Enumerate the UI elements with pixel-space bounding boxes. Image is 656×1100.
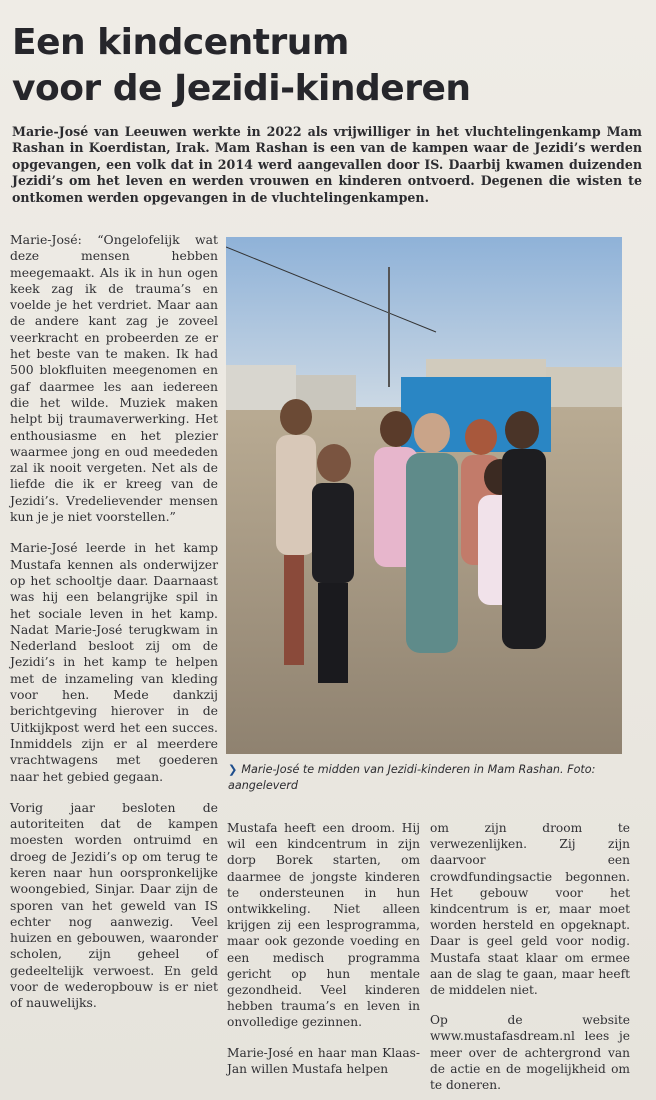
paragraph: om zijn droom te verwezenlijken. Zij zijn daarvoor een crowdfundingsactie begonnen. Het gebouw voor het kindcentrum is er, maar moet worden hersteld en opgeknapt. Daar is geel geld voor nodig. Mustafa staat klaar om ermee aan de slag te gaan, maar heeft de middelen niet. [430,821,630,998]
paragraph: Marie-José leerde in het kamp Mustafa kennen als onderwijzer op het schooltje daar. Daarnaast was hij een belangrijke spil in het sociale leven in het kamp. Nadat Marie-José terugkwam in Nederland besloot zij om de Jezidi’s in het kamp te helpen met de inzameling van kleding voor hen. Mede dankzij berichtgeving hierover in de Uitkijkpost werd het een succes. Inmiddels zijn er al meerdere vrachtwagens met goederen naar het gebied gegaan. [10,540,218,784]
column-1 [10,232,218,1027]
column-3 [430,820,630,1100]
article-headline [12,20,642,112]
column-2 [227,820,420,1091]
headline-line-1: Een kindcentrum [12,22,349,63]
caption-arrow-icon: ❯ [228,763,238,776]
paragraph: Mustafa heeft een droom. Hij wil een kindcentrum in zijn dorp Borek starten, om daarmee de jongste kinderen te ondersteunen in hun ontwikkeling. Niet alleen krijgen zij een lesprogramma, maar ook gezonde voeding en een medisch programma gericht op hun mentale gezondheid. Veel kinderen hebben trauma’s en leven in onvolledige gezinnen. [227,821,420,1030]
paragraph: Op de website www.mustafasdream.nl lees je meer over de achtergrond van de actie en de mogelijkheid om te doneren. [430,1013,630,1093]
paragraph: Marie-José en haar man Klaas-Jan willen Mustafa helpen [227,1045,420,1076]
photo-caption [228,762,628,794]
paragraph: Vorig jaar besloten de autoriteiten dat de kampen moesten worden ontruimd en droeg de Jezidi’s op om terug te keren naar hun oorspronkelijke woongebied, Sinjar. Daar zijn de sporen van het geweld van IS echter nog aanwezig. Veel huizen en gebouwen, waaronder scholen, zijn geheel of gedeeltelijk verwoest. En geld voor de wederopbouw is er niet of nauwelijks. [10,799,218,1011]
article-photo [226,237,622,754]
caption-text: Marie-José te midden van Jezidi-kinderen in Mam Rashan. Foto: aangeleverd [228,763,596,792]
article-lead: Marie-José van Leeuwen werkte in 2022 als vrijwilliger in het vluchtelingenkamp Mam Rashan in Koerdistan, Irak. Mam Rashan is een van de kampen waar de Jezidi’s werden opgevangen, een volk dat in 2014 werd aangevallen door IS. Daarbij kwamen duizenden Jezidi’s om het leven en werden vrouwen en kinderen ontvoerd. Degenen die wisten te ontkomen werden opgevangen in de vluchtelingenkampen. [12,124,642,205]
paragraph: Marie-José: “Ongelofelijk wat deze mensen hebben meegemaakt. Als ik in hun ogen keek zag ik de trauma’s en voelde je het verdriet. Maar aan de andere kant zag je zoveel veerkracht en probeerden ze er het beste van te maken. Ik had 500 blokfluiten meegenomen en gaf daarmee les aan iedereen die het wilde. Muziek maken helpt bij traumaverwerking. Het enthousiasme en het plezier waarmee jong en oud meededen zal ik nooit vergeten. Net als de liefde die ik er kreeg van de Jezidi’s. Vredelievender mensen kun je je niet voorstellen.” [10,232,218,525]
headline-line-2: voor de Jezidi-kinderen [12,68,471,109]
photo-illustration [226,237,622,754]
